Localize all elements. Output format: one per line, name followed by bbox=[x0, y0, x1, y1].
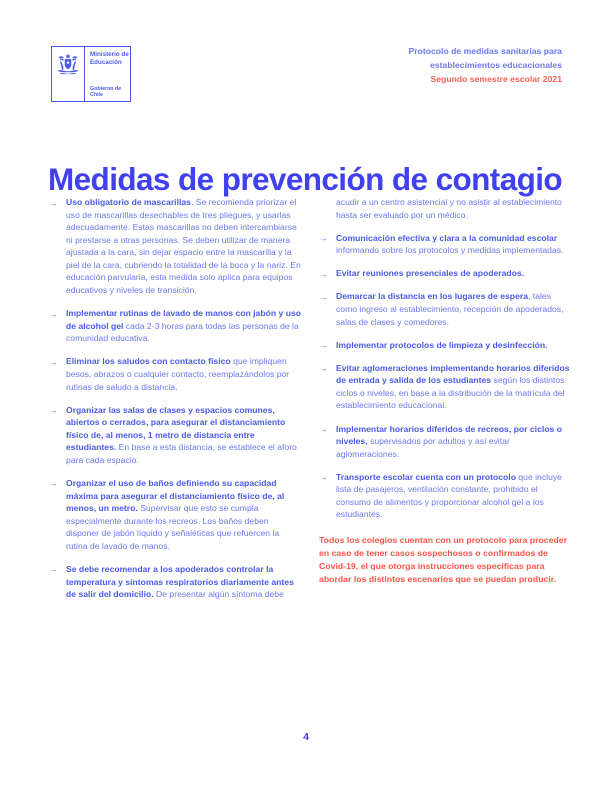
arrow-right-icon: → bbox=[49, 564, 58, 575]
ministry-name-line-1: Ministerio de bbox=[90, 51, 129, 58]
list-item-bold: Organizar el uso de baños definiendo su capacidad máxima para asegurar el distanciamiento físico de, al menos, un metro. bbox=[66, 477, 285, 514]
ministry-name-line-2: Educación bbox=[90, 58, 122, 66]
government-label: Gobierno de Chile bbox=[90, 86, 122, 98]
arrow-right-icon: → bbox=[319, 363, 328, 374]
list-item-bold: Comunicación efectiva y clara a la comunidad escolar bbox=[336, 232, 558, 243]
header-title-line-1: Protocolo de medidas sanitarias para bbox=[408, 46, 562, 56]
list-item bbox=[319, 339, 571, 352]
list-item bbox=[49, 355, 301, 393]
header-title-line-2: establecimientos educacionales bbox=[430, 59, 562, 70]
right-column bbox=[319, 196, 571, 586]
chile-coat-of-arms-icon bbox=[55, 51, 81, 77]
arrow-right-icon: → bbox=[319, 233, 328, 244]
list-item bbox=[49, 477, 301, 552]
arrow-right-icon: → bbox=[319, 291, 328, 302]
header-protocol-title bbox=[408, 45, 562, 87]
list-item bbox=[49, 307, 301, 345]
list-item-text: De presentar algún síntoma debe bbox=[153, 589, 284, 600]
list-item bbox=[319, 232, 571, 257]
list-item-text: En base a esta distancia, se establece el aforo para cada espacio. bbox=[66, 442, 297, 465]
coat-of-arms-cell bbox=[52, 47, 85, 101]
list-item bbox=[319, 423, 571, 461]
ministry-logo bbox=[51, 46, 131, 102]
list-item-text: que incluye lista de pasajeros, ventilación constante, prohibido el consumo de alimentos y proporcionar alcohol gel a los estudiantes. bbox=[336, 471, 562, 520]
arrow-right-icon: → bbox=[319, 268, 328, 279]
list-item-bold: Demarcar la distancia en los lugares de espera bbox=[336, 291, 529, 302]
arrow-right-icon: → bbox=[319, 424, 328, 435]
list-item-bold: Organizar las salas de clases y espacios comunes, abiertos o cerrados, para asegurar el distanciamiento físico de, al menos, 1 metro de distancia entre estudiantes. bbox=[66, 404, 286, 453]
list-item-text: cada 2-3 horas para todas las personas de la comunidad educativa. bbox=[66, 320, 299, 344]
list-item-bold: Eliminar los saludos con contacto físico bbox=[66, 356, 231, 367]
list-item-text: informando sobre los protocolos y medidas implementadas. bbox=[336, 245, 564, 256]
continued-paragraph: acudir a un centro asistencial y no asistir al establecimiento hasta ser evaluado por un médico. bbox=[336, 197, 562, 220]
list-item bbox=[319, 267, 571, 280]
list-item bbox=[319, 290, 571, 328]
arrow-right-icon: → bbox=[319, 340, 328, 351]
list-item bbox=[49, 404, 301, 467]
arrow-right-icon: → bbox=[49, 197, 58, 208]
page-title: Medidas de prevención de contagio bbox=[48, 161, 563, 198]
list-item-bold: Implementar protocolos de limpieza y desinfección. bbox=[336, 339, 548, 350]
list-item-bold: Implementar horarios diferidos de recreos, por ciclos o niveles, bbox=[336, 423, 562, 447]
closing-note: Todos los colegios cuentan con un protocolo para proceder en caso de tener casos sospechosos o confirmados de Covid-19, el que otorga instrucciones específicas para abordar los distintos escenarios que se puedan producir. bbox=[319, 535, 568, 584]
page-number: 4 bbox=[303, 731, 309, 743]
arrow-right-icon: → bbox=[49, 478, 58, 489]
list-item bbox=[319, 471, 571, 521]
list-item-text: supervisados por adultos y así evitar aglomeraciones. bbox=[336, 436, 510, 459]
page-header bbox=[0, 0, 612, 130]
list-item-text: Supervisar que esto se cumpla especialmente durante los recreos. Los baños deben disponer de jabón líquido y señaléticas que refuercen la rutina de lavado de manos. bbox=[66, 503, 280, 551]
ministry-logo-text bbox=[85, 47, 130, 101]
arrow-right-icon: → bbox=[49, 356, 58, 367]
list-item-text: . Se recomienda priorizar el uso de mascarillas desechables de tres pliegues, y usarlas adecuadamente. Estas mascarillas no deben intercambiarse ni prestarse a otras personas. Se deben utilizar de manera ajustada a la cara, sin dejar espacio entre la mascarilla y la piel de la cara, cubriendo la totalidad de la boca y la nariz. En educación parvularia, esta medida solo aplica para equipos educativos y niveles de transición. bbox=[66, 197, 301, 296]
header-title-line-3: Segundo semestre escolar 2021 bbox=[430, 73, 562, 84]
list-item-bold: Uso obligatorio de mascarillas bbox=[66, 197, 191, 207]
list-item-bold: Evitar aglomeraciones implementando horarios diferidos de entrada y salida de los estudiantes bbox=[336, 362, 570, 386]
arrow-right-icon: → bbox=[319, 472, 328, 483]
list-item bbox=[49, 563, 301, 601]
list-item-bold: Evitar reuniones presenciales de apoderados. bbox=[336, 268, 525, 279]
list-item-text: , tales como ingreso al establecimiento, recepción de apoderados, salas de clases y comedores. bbox=[336, 291, 564, 327]
list-item bbox=[49, 196, 301, 297]
list-item-bold: Se debe recomendar a los apoderados controlar la temperatura y síntomas respiratorios diariamente antes de salir del domicilio. bbox=[66, 563, 294, 600]
list-item-bold: Transporte escolar cuenta con un protocolo bbox=[336, 471, 516, 482]
list-item-bold: Implementar rutinas de lavado de manos con jabón y uso de alcohol gel bbox=[66, 308, 302, 331]
list-item bbox=[319, 362, 571, 412]
arrow-right-icon: → bbox=[49, 308, 58, 319]
list-item-text: que impliquen besos, abrazos o cualquier contacto, reemplazándolos por rutinas de saludo a distancia. bbox=[66, 356, 290, 392]
left-column bbox=[49, 196, 301, 611]
arrow-right-icon: → bbox=[49, 405, 58, 416]
list-item-text: según los distintos ciclos o niveles, en base a la distribución de la matrícula del establecimiento educacional. bbox=[336, 375, 565, 411]
